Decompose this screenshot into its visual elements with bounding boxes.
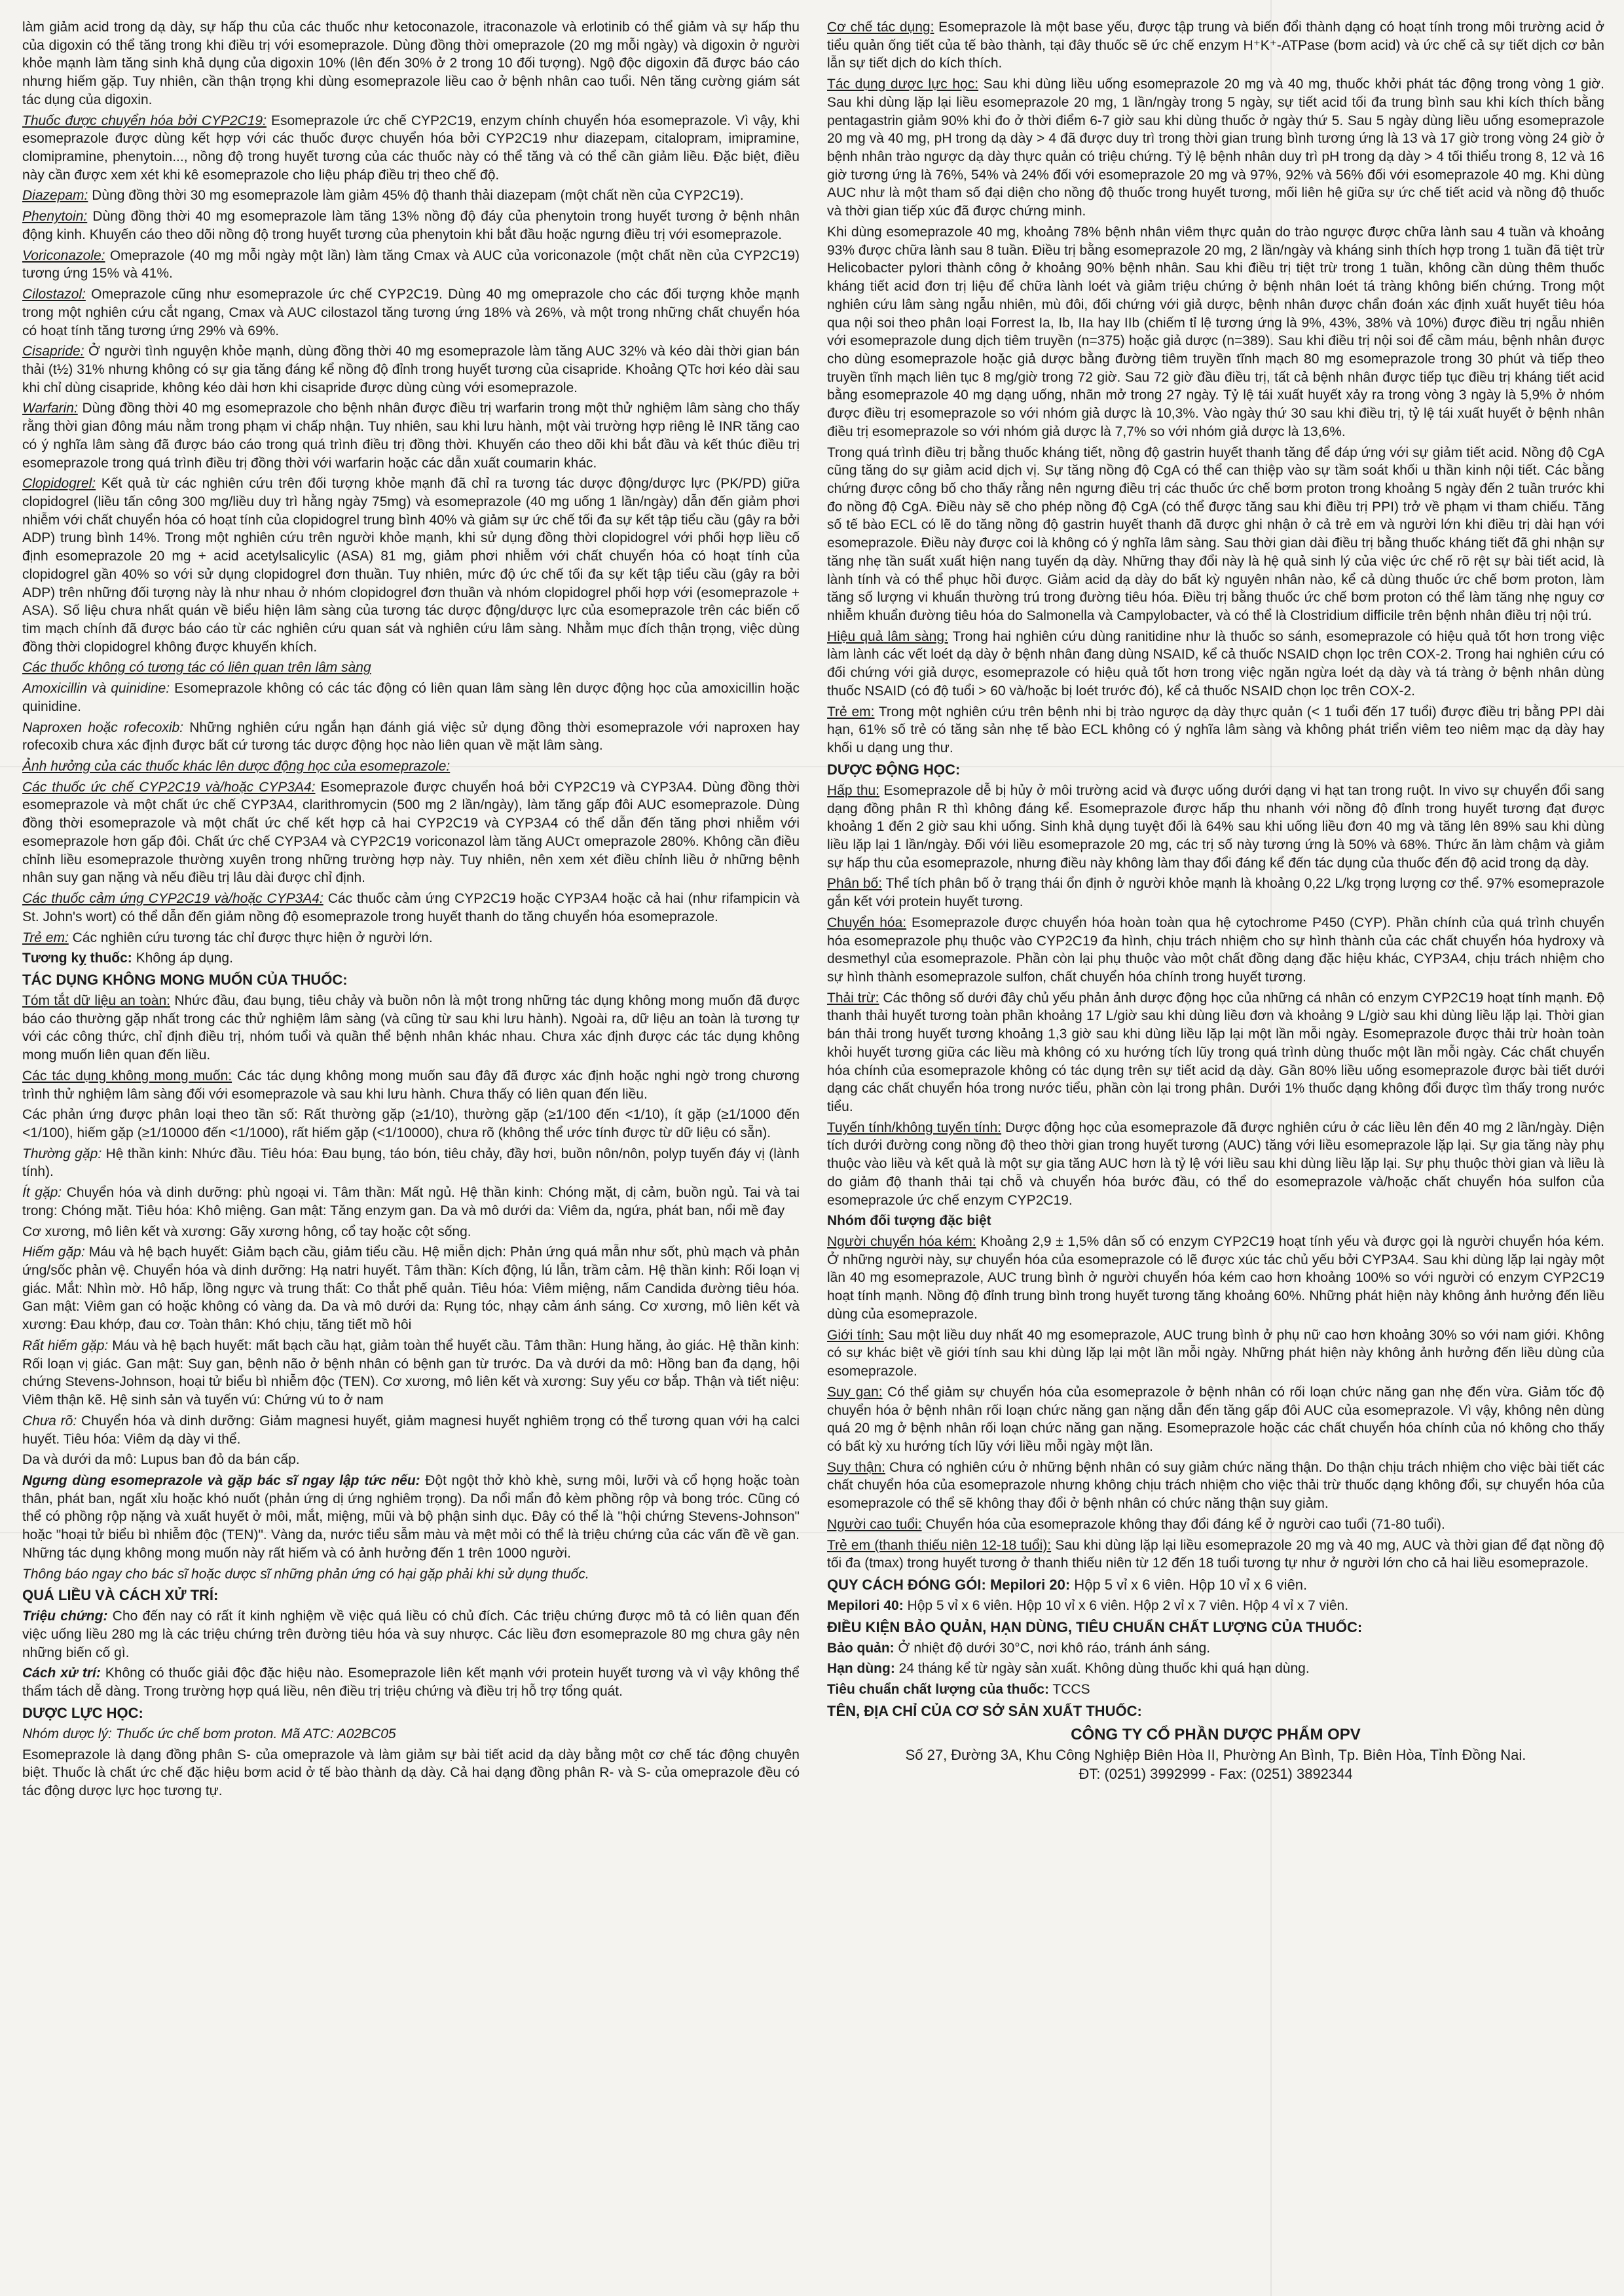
heading-text: DƯỢC ĐỘNG HỌC: xyxy=(827,761,961,778)
paragraph xyxy=(827,1119,1604,1210)
paragraph xyxy=(22,1145,800,1181)
paragraph-lead: Hiếm gặp: xyxy=(22,1245,85,1260)
fold-line xyxy=(0,766,1624,767)
paragraph xyxy=(22,208,800,244)
manufacturer-block xyxy=(827,1724,1604,1783)
paragraph-lead: Trẻ em (thanh thiếu niên 12-18 tuổi): xyxy=(827,1537,1052,1553)
paragraph xyxy=(22,1451,800,1469)
paragraph-lead: Suy thận: xyxy=(827,1459,885,1475)
paragraph-text: Các tác dụng không mong muốn sau đây đã được xác định hoặc nghi ngờ trong chương trình thử nghiệm lâm sàng đối với esomeprazole và sau khi lưu hành. Chưa thấy có liên quan đến liều. xyxy=(22,1068,800,1102)
paragraph-text: Nhức đầu, đau bụng, tiêu chảy và buồn nôn là một trong những tác dụng không mong muốn đã được báo cáo thường gặp nhất trong các thử nghiệm lâm sàng (và cũng từ sau khi lưu hành). Ngoài ra, dữ liệu an toàn là tương tự với các công thức, chỉ định điều trị, nhóm tuổi và quần thể bệnh nhân khác nhau. Chưa xác định được các tác dụng không mong muốn liên quan đến liều. xyxy=(22,993,800,1063)
paragraph xyxy=(827,223,1604,441)
paragraph-lead: Phân bố: xyxy=(827,876,883,892)
paragraph-text: Sau khi dùng lặp lại liều esomeprazole 20 mg và 40 mg, AUC và thời gian để đạt nồng độ tối đa (tmax) trong huyết tương ở thanh thiếu niên từ 12 đến 18 tuổi tương tự như ở người lớn cho cả hai liều esomeprazole. xyxy=(827,1537,1604,1571)
paragraph xyxy=(22,475,800,656)
paragraph xyxy=(22,399,800,472)
paragraph-lead: Người cao tuổi: xyxy=(827,1516,922,1532)
paragraph xyxy=(22,342,800,397)
paragraph-text: 24 tháng kể từ ngày sản xuất. Không dùng thuốc khi quá hạn dùng. xyxy=(895,1661,1310,1677)
paragraph xyxy=(22,1106,800,1142)
company-address: Số 27, Đường 3A, Khu Công Nghiệp Biên Hòa II, Phường An Bình, Tp. Biên Hòa, Tỉnh Đồng Nai. xyxy=(905,1746,1526,1763)
paragraph-text: Hộp 5 vỉ x 6 viên. Hộp 10 vỉ x 6 viên. Hộp 2 vỉ x 7 viên. Hộp 4 vỉ x 7 viên. xyxy=(903,1598,1349,1613)
paragraph xyxy=(22,680,800,716)
paragraph-lead: Thường gặp: xyxy=(22,1146,102,1161)
paragraph-text: Dùng đồng thời 30 mg esomeprazole làm giảm 45% độ thanh thải diazepam (một chất nền của CYP2C19). xyxy=(88,188,744,204)
paragraph-lead: Nhóm đối tượng đặc biệt xyxy=(827,1213,991,1229)
paragraph-lead: Suy gan: xyxy=(827,1384,883,1400)
paragraph xyxy=(22,1067,800,1103)
heading-text: ĐIỀU KIỆN BẢO QUẢN, HẠN DÙNG, TIÊU CHUẨN CHẤT LƯỢNG CỦA THUỐC: xyxy=(827,1618,1363,1635)
paragraph-text: Omeprazole cũng như esomeprazole ức chế CYP2C19. Dùng 40 mg omeprazole cho các đối tượng khỏe mạnh trong một nghiên cứu cắt ngang, Cmax và AUC cilostazol tăng tương ứng 18% và 26%, và một trong những chất chuyển hóa có hoạt tính tăng tương ứng 29% và 69%. xyxy=(22,287,800,338)
paragraph xyxy=(22,778,800,887)
paragraph xyxy=(827,782,1604,873)
paragraph xyxy=(827,989,1604,1116)
paragraph-lead: Tiêu chuẩn chất lượng của thuốc: xyxy=(827,1682,1049,1698)
paragraph xyxy=(22,247,800,283)
paragraph-lead: Voriconazole: xyxy=(22,247,105,263)
heading-text: QUY CÁCH ĐÓNG GÓI: Mepilori 20: xyxy=(827,1576,1071,1593)
paragraph xyxy=(22,719,800,755)
section-heading xyxy=(827,1618,1604,1637)
paragraph-text: Esomeprazole ức chế CYP2C19, enzym chính chuyển hóa esomeprazole. Vì vậy, khi esomeprazole được dùng kết hợp với các thuốc được chuyển hóa bởi CYP2C19 như diazepam, citalopram, imipramine, clomipramine, phenytoin..., nồng độ trong huyết tương của các thuốc này có thể tăng và có thể cần giảm liều. Đặc biệt, điều này cần được xem xét khi kê esomeprazole cho liệu pháp điều trị theo chế độ. xyxy=(22,113,800,183)
paragraph-text: Trong một nghiên cứu trên bệnh nhi bị trào ngược dạ dày thực quản (< 1 tuổi đến 17 tuổi) được điều trị bằng PPI dài hạn, 61% số trẻ có tăng sản nhẹ tế bào ECL không có ý nghĩa lâm sàng và không phát triển viêm teo niêm mạc dạ dày hay khối u dạng ung thư. xyxy=(827,704,1604,756)
sub-heading-text: Ảnh hưởng của các thuốc khác lên dược động học của esomeprazole: xyxy=(22,759,451,774)
paragraph-text: Esomeprazole không có các tác động có liên quan lâm sàng lên dược động học của amoxicillin hoặc quinidine. xyxy=(22,681,800,714)
paragraph-text: Kết quả từ các nghiên cứu trên đối tượng khỏe mạnh đã chỉ ra tương tác dược động/dược lực (PK/PD) giữa clopidogrel (liều tấn công 300 mg/liều duy trì hằng ngày 75mg) và esomeprazole (40 mg uống 1 lần/ngày) dẫn đến giảm phơi nhiễm với chất chuyển hóa có hoạt tính của clopidogrel trung bình 40% và giảm sự ức chế tối đa sự kết tập tiểu cầu (gây ra bởi ADP) trung bình 14%. Trong một nghiên cứu trên người khỏe mạnh, khi sử dụng đồng thời clopidogrel với phối hợp liều cố định esomeprazole 20 mg + acid acetylsalicylic (ASA) 81 mg, giảm phơi nhiễm với chất chuyển hóa có hoạt tính của clopidogrel gần 40% so với sử dụng clopidogrel đơn thuần. Tuy nhiên, mức độ ức chế tối đa sự kết tập tiểu cầu (gây ra bởi ADP) trên những đối tượng này là như nhau ở nhóm clopidogrel đơn thuần và nhóm clopidogrel phối hợp với (esomeprazole + ASA). Số liệu chưa nhất quán về biểu hiện lâm sàng của tương tác dược động/dược lực của esomeprazole trên các biến cố tim mạch chính đã được báo cáo từ các nghiên cứu quan sát và nghiên cứu lâm sàng. Nhằm mục đích thận trọng, việc dùng đồng thời clopidogrel không được khuyến khích. xyxy=(22,476,800,655)
paragraph xyxy=(827,1639,1604,1658)
paragraph xyxy=(22,285,800,340)
paragraph xyxy=(22,1607,800,1662)
paragraph xyxy=(827,444,1604,625)
paragraph xyxy=(827,914,1604,987)
paragraph-text: Ở người tình nguyện khỏe mạnh, dùng đồng thời 40 mg esomeprazole làm tăng AUC 32% và kéo dài thời gian bán thải (t½) 31% nhưng không có sự gia tăng đáng kể nồng độ đỉnh trong huyết tương của cisapride. Khoảng QTc hơi kéo dài sau khi chỉ dùng cisapride, không kéo dài hơn khi cisapride được dùng cùng với esomeprazole. xyxy=(22,344,800,395)
paragraph xyxy=(827,1233,1604,1324)
italic-note xyxy=(22,1565,800,1584)
paragraph xyxy=(827,1212,1604,1230)
paragraph-text: Không có thuốc giải độc đặc hiệu nào. Esomeprazole liên kết mạnh với protein huyết tương và vì vậy không thể thẩm tách dễ dàng. Trong trường hợp quá liều, nên điều trị triệu chứng và điều trị hỗ trợ tổng quát. xyxy=(22,1666,800,1700)
paragraph-text: Cơ xương, mô liên kết và xương: Gãy xương hông, cổ tay hoặc cột sống. xyxy=(22,1224,471,1239)
paragraph-text: Omeprazole (40 mg mỗi ngày một lần) làm tăng Cmax và AUC của voriconazole (một chất nền của CYP2C19) tương ứng 15% và 41%. xyxy=(22,247,800,282)
paragraph-lead: Trẻ em: xyxy=(827,704,875,720)
left-column xyxy=(22,18,800,2283)
paragraph-text: Khi dùng esomeprazole 40 mg, khoảng 78% bệnh nhân viêm thực quản do trào ngược được chữa lành sau 4 tuần và khoảng 93% được chữa lành sau 8 tuần. Điều trị bằng esomeprazole 20 mg, 2 lần/ngày và kháng sinh thích hợp trong 1 tuần đã tiệt trừ Helicobacter pylori thành công ở khoảng 90% bệnh nhân. Sau khi điều trị tiệt trừ trong 1 tuần, không cần dùng thêm thuốc kháng tiết acid đơn trị liệu để chữa lành loét và giảm triệu chứng ở bệnh nhân loét tá tràng không biến chứng. Trong một nghiên cứu lâm sàng ngẫu nhiên, mù đôi, đối chứng với giả dược, bệnh nhân được chẩn đoán xác định xuất huyết tiêu hóa qua nội soi theo phân loại Forrest Ia, Ib, IIa hay IIb (chiếm tỉ lệ tương ứng là 9%, 43%, 38% và 10%) được điều trị ngẫu nhiên với esomeprazole dung dịch tiêm truyền (n=375) hoặc giả dược (n=389). Sau khi điều trị nội soi để cầm máu, bệnh nhân được cho dùng esomeprazole hoặc giả dược bằng đường tiêm truyền tĩnh mạch 80 mg esomeprazole trong 30 phút và tiếp theo truyền tĩnh mạch liên tục 8 mg/giờ trong 72 giờ. Sau 72 giờ đầu điều trị, tất cả bệnh nhân được tiếp tục điều trị kháng tiết acid bằng esomeprazole 40 mg dạng uống, nhãn mở trong 27 ngày. Tỷ lệ tái xuất huyết xảy ra trong vòng 3 ngày là 5,9% ở nhóm được điều trị esomeprazole so với nhóm giả dược là 10,3%. Vào ngày thứ 30 sau khi điều trị, tỷ lệ tái xuất huyết ở bệnh nhân điều trị esomeprazole so với nhóm giả dược là 7,7% so với nhóm giả dược là 13,6%. xyxy=(827,224,1604,439)
paragraph-lead: Các tác dụng không mong muốn: xyxy=(22,1068,232,1084)
section-heading xyxy=(827,760,1604,779)
paragraph-text: Dùng đồng thời 40 mg esomeprazole cho bệnh nhân được điều trị warfarin trong một thử nghiệm lâm sàng cho thấy rằng thời gian đông máu nằm trong phạm vi chấp nhận. Tuy nhiên, sau khi lưu hành, một vài trường hợp riêng lẻ INR tăng cao có ý nghĩa lâm sàng đã được báo cáo trong quá trình điều trị đồng thời. Khuyến cáo theo dõi khi bắt đầu và kết thúc điều trị esomeprazole trong quá trình điều trị đồng thời với warfarin hoặc các dẫn xuất coumarin khác. xyxy=(22,401,800,471)
paragraph xyxy=(22,929,800,947)
paragraph-text: Các phản ứng được phân loại theo tần số: Rất thường gặp (≥1/10), thường gặp (≥1/100 đến <1/10), ít gặp (≥1/1000 đến <1/100), hiếm gặp (≥1/10000 đến <1/1000), rất hiếm gặp (<1/10000), chưa rõ (không thể ước tính được từ dữ liệu có sẵn). xyxy=(22,1107,800,1140)
paragraph-lead: Chưa rõ: xyxy=(22,1413,77,1429)
paragraph xyxy=(22,1223,800,1241)
sub-heading xyxy=(22,659,800,677)
heading-text: QUÁ LIỀU VÀ CÁCH XỬ TRÍ: xyxy=(22,1587,219,1604)
paragraph xyxy=(827,1326,1604,1381)
paragraph-text: Các thuốc cảm ứng CYP2C19 hoặc CYP3A4 hoặc cả hai (như rifampicin và St. John's wort) có thể dẫn đến giảm nồng độ esomeprazole trong huyết thanh do tăng chuyển hóa esomeprazole. xyxy=(22,891,800,924)
note-text: Nhóm dược lý: Thuốc ức chế bơm proton. Mã ATC: A02BC05 xyxy=(22,1726,396,1741)
paragraph-text: TCCS xyxy=(1048,1682,1090,1698)
paragraph xyxy=(827,703,1604,757)
section-heading xyxy=(827,1575,1604,1594)
paragraph-lead: Amoxicillin và quinidine: xyxy=(22,681,170,697)
paragraph-lead: Cilostazol: xyxy=(22,287,86,302)
heading-tail: Hộp 5 vỉ x 6 viên. Hộp 10 vỉ x 6 viên. xyxy=(1070,1576,1308,1593)
heading-text: TÊN, ĐỊA CHỈ CỦA CƠ SỞ SẢN XUẤT THUỐC: xyxy=(827,1702,1142,1719)
paragraph-lead: Clopidogrel: xyxy=(22,476,96,492)
paragraph xyxy=(827,1537,1604,1573)
paragraph-text: Chuyển hóa và dinh dưỡng: Giảm magnesi huyết, giảm magnesi huyết nghiêm trọng có thể tương quan với hạ calci huyết. Tiêu hóa: Viêm dạ dày vi thể. xyxy=(22,1413,800,1447)
paragraph xyxy=(22,1664,800,1700)
paragraph-text: Máu và hệ bạch huyết: Giảm bạch cầu, giảm tiểu cầu. Hệ miễn dịch: Phản ứng quá mẫn như sốt, phù mạch và phản ứng/sốc phản vệ. Chuyển hóa và dinh dưỡng: Hạ natri huyết. Tâm thần: Kích động, lú lẫn, trầm cảm. Hệ thần kinh: Rối loạn vị giác. Mắt: Nhìn mờ. Hô hấp, lồng ngực và trung thất: Co thắt phế quản. Tiêu hóa: Viêm miệng, nấm Candida đường tiêu hóa. Gan mật: Viêm gan có hoặc không có vàng da. Da và mô dưới da: Rụng tóc, nhạy cảm ánh sáng. Cơ xương, mô liên kết và xương: Đau khớp, đau cơ. Toàn thân: Khó chịu, tăng tiết mồ hôi xyxy=(22,1245,800,1333)
section-heading xyxy=(22,970,800,989)
note-text: Thông báo ngay cho bác sĩ hoặc dược sĩ những phản ứng có hại gặp phải khi sử dụng thuốc. xyxy=(22,1566,589,1582)
paragraph-text: Sau khi dùng liều uống esomeprazole 20 mg và 40 mg, thuốc khởi phát tác động trong vòng 1 giờ. Sau khi dùng lặp lại liều esomeprazole 20 mg, 1 lần/ngày trong 5 ngày, sự tiết acid tối đa trung bình sau khi kích thích bằng pentagastrin giảm 90% khi đo ở thời điểm 6-7 giờ sau khi dùng thuốc ở ngày thứ 5. Sau 5 ngày dùng liều uống esomeprazole 20 mg và 40 mg, pH trong dạ dày > 4 đã được duy trì trong thời gian trung bình tương ứng là 13 và 17 giờ trong vòng 24 giờ ở bệnh nhân trào ngược dạ dày thực quản có triệu chứng. Tỷ lệ bệnh nhân duy trì pH trong dạ dày > 4 tối thiểu trong 8, 12 và 16 giờ tương ứng là 76%, 54% và 24% đối với esomeprazole 20 mg và 97%, 92% và 56% đối với esomeprazole 40 mg. Khi dùng AUC như là một tham số đại diện cho nồng độ thuốc trong huyết tương, mối liên hệ giữa sự ức chế tiết acid và nồng độ thuốc và thời gian tiếp xúc đã được chứng minh. xyxy=(827,77,1604,219)
paragraph-lead: Các thuốc ức chế CYP2C19 và/hoặc CYP3A4: xyxy=(22,779,316,795)
paragraph xyxy=(22,949,800,968)
paragraph-lead: Mepilori 40: xyxy=(827,1598,904,1613)
paragraph-lead: Hấp thu: xyxy=(827,782,880,798)
paragraph-text: Esomeprazole là dạng đồng phân S- của omeprazole và làm giảm sự bài tiết acid dạ dày bằng một cơ chế tác động chuyên biệt. Thuốc là chất ức chế đặc hiệu bơm acid ở tế bào thành dạ dày. Cả hai dạng đồng phân R- và S- của omeprazole đều có tác động dược lực học tương tự. xyxy=(22,1747,800,1799)
paragraph-text: Esomeprazole dễ bị hủy ở môi trường acid và được uống dưới dạng vi hạt tan trong ruột. In vivo sự chuyển đổi sang dạng đồng phân R thì không đáng kể. Esomeprazole được hấp thu nhanh với nồng độ đỉnh trong huyết tương đạt được khoảng 1 đến 2 giờ sau khi uống. Sinh khả dụng tuyệt đối là 64% sau khi uống liều đơn 40 mg và tăng lên 89% sau khi dùng liều lặp lại 1 lần/ngày. Đối với liều esomeprazole 20 mg, các trị số này tương ứng là 50% và 68%. Thức ăn làm chậm và giảm sự hấp thu của esomeprazole, nhưng điều này không làm thay đổi đáng kể đến tác dụng của thuốc đến độ acid trong dạ dày. xyxy=(827,782,1604,871)
paragraph-text: Các nghiên cứu tương tác chỉ được thực hiện ở người lớn. xyxy=(68,930,433,945)
right-column xyxy=(827,18,1604,2283)
paragraph xyxy=(22,1472,800,1563)
paragraph-text: Dược động học của esomeprazole đã được nghiên cứu ở các liều lên đến 40 mg 2 lần/ngày. Diện tích dưới đường cong nồng độ theo thời gian trong huyết tương (AUC) tăng với liều esomeprazole lặp lại. Sự gia tăng này phụ thuộc vào liều và kết quả là một sự gia tăng AUC hơn là tỷ lệ với liều sau khi dùng liều lặp lại. Sự phụ thuộc thời gian và liều là do giảm độ thanh thải tại chỗ và chuyển hóa bước đầu, có thể do esomeprazole và/hoặc chất chuyển hóa sulfon của esomeprazole ức chế enzym CYP2C19. xyxy=(827,1120,1604,1208)
paragraph-text: Esomeprazole được chuyển hóa hoàn toàn qua hệ cytochrome P450 (CYP). Phần chính của quá trình chuyển hóa esomeprazole phụ thuộc vào CYP2C19 đa hình, chịu trách nhiệm cho sự hình thành của các chất chuyển hóa hydroxy và desmethyl của esomeprazole. Phần còn lại phụ thuộc vào một chất đồng dạng đặc hiệu khác, CYP3A4, chịu trách nhiệm cho sự hình thành esomeprazole sulfon, chất chuyển hóa chính trong huyết tương. xyxy=(827,915,1604,985)
paragraph-text: Da và dưới da mô: Lupus ban đỏ da bán cấp. xyxy=(22,1452,300,1468)
section-heading xyxy=(22,1704,800,1722)
paragraph-text: Chuyển hóa của esomeprazole không thay đổi đáng kể ở người cao tuổi (71-80 tuổi). xyxy=(921,1516,1445,1532)
paragraph-text: Dùng đồng thời 40 mg esomeprazole làm tăng 13% nồng độ đáy của phenytoin trong huyết tương ở bệnh nhân động kinh. Khuyến cáo theo dõi nồng độ trong huyết tương của phenytoin khi bắt đầu hoặc ngưng điều trị với esomeprazole. xyxy=(22,209,800,242)
paragraph-text: Thể tích phân bố ở trạng thái ổn định ở người khỏe mạnh là khoảng 0,22 L/kg trọng lượng cơ thể. 97% esomeprazole gắn kết với protein huyết tương. xyxy=(827,876,1604,910)
paragraph-lead: Triệu chứng: xyxy=(22,1609,108,1624)
paragraph-text: Esomeprazole được chuyển hoá bởi CYP2C19 và CYP3A4. Dùng đồng thời esomeprazole và một chất ức chế CYP3A4, clarithromycin (500 mg 2 lần/ngày), làm tăng gấp đôi AUC esomeprazole. Dùng đồng thời esomeprazole và một chất ức chế kết hợp cả hai CYP2C19 và CYP3A4 có thể dẫn đến tăng phơi nhiễm với esomeprazole hơn gấp đôi. Chất ức chế CYP3A4 và CYP2C19 voriconazol làm tăng AUCτ omeprazole 280%. Không cần điều chỉnh liều esomeprazole thường xuyên trong những trường hợp này. Tuy nhiên, nên xem xét điều chỉnh liều ở những bệnh nhân suy gan nặng và nếu điều trị lâu dài được chỉ định. xyxy=(22,779,800,886)
paragraph-lead: Hiệu quả lâm sàng: xyxy=(827,629,948,644)
paragraph-text: Có thể giảm sự chuyển hóa của esomeprazole ở bệnh nhân có rối loạn chức năng gan nhẹ đến vừa. Giảm tốc độ chuyển hóa ở bệnh nhân rối loạn chức năng gan nặng dẫn đến tăng gấp đôi AUC của esomeprazole. Vì vậy, không nên dùng quá 20 mg ở bệnh nhân rối loạn chức năng gan nặng. Esomeprazole hoặc các chất chuyển hóa chính của nó không cho thấy có bất kỳ xu hướng tích lũy với liều mỗi ngày một lần. xyxy=(827,1384,1604,1454)
paragraph xyxy=(22,112,800,185)
paragraph-text: Esomeprazole là một base yếu, được tập trung và biến đổi thành dạng có hoạt tính trong môi trường acid ở tiểu quản ống tiết của tế bào thành, tại đây thuốc sẽ ức chế enzym H⁺K⁺-ATPase (bơm acid) và ức chế cả sự tiết dịch cơ bản lẫn sự tiết dịch do kích thích. xyxy=(827,20,1604,71)
paragraph xyxy=(22,1412,800,1448)
fold-line xyxy=(0,1532,1624,1533)
sub-heading-text: Các thuốc không có tương tác có liên quan trên lâm sàng xyxy=(22,660,371,676)
paragraph-text: Chuyển hóa và dinh dưỡng: phù ngoại vi. Tâm thần: Mất ngủ. Hệ thần kinh: Chóng mặt, dị cảm, buồn ngủ. Tai và tai trong: Chóng mặt. Tiêu hóa: Khô miệng. Gan mật: Tăng enzym gan. Da và mô dưới da: Viêm da, ngứa, phát ban, nổi mề đay xyxy=(22,1185,800,1218)
heading-text: TÁC DỤNG KHÔNG MONG MUỐN CỦA THUỐC: xyxy=(22,971,348,988)
paragraph xyxy=(827,1383,1604,1456)
paragraph-text: Các thông số dưới đây chủ yếu phản ảnh dược động học của những cá nhân có enzym CYP2C19 hoạt tính mạnh. Độ thanh thải huyết tương toàn phần khoảng 17 L/giờ sau khi dùng liều đơn và khoảng 9 L/giờ sau khi dùng liều lặp lại. Thời gian bán thải trong huyết tương khoảng 1,3 giờ sau khi dùng liều lặp lại một lần mỗi ngày. Esomeprazole được thải trừ hoàn toàn khỏi huyết tương giữa các liều mà không có xu hướng tích lũy trong quá trình dùng thuốc một lần mỗi ngày. Các chất chuyển hóa chính của esomeprazole không có tác dụng trên sự tiết acid dạ dày. Gần 80% liều uống esomeprazole được bài tiết dưới dạng các chất chuyển hóa trong nước tiểu, phần còn lại trong phân. Dưới 1% thuốc dạng không đổi được tìm thấy trong nước tiểu. xyxy=(827,990,1604,1114)
paragraph-lead: Người chuyển hóa kém: xyxy=(827,1234,976,1250)
paragraph-text: Không áp dụng. xyxy=(132,951,233,966)
italic-note xyxy=(22,1725,800,1743)
paragraph-lead: Tuyến tính/không tuyến tính: xyxy=(827,1120,1002,1135)
paragraph xyxy=(827,18,1604,73)
paragraph-lead: Hạn dùng: xyxy=(827,1661,895,1677)
paragraph-lead: Bảo quản: xyxy=(827,1640,895,1656)
paragraph-lead: Các thuốc cảm ứng CYP2C19 và/hoặc CYP3A4: xyxy=(22,891,323,907)
paragraph-lead: Cơ chế tác dụng: xyxy=(827,20,934,35)
company-phone: ĐT: (0251) 3992999 - Fax: (0251) 3892344 xyxy=(1079,1765,1353,1782)
paragraph-lead: Cisapride: xyxy=(22,344,84,359)
paragraph-text: Chưa có nghiên cứu ở những bệnh nhân có suy giảm chức năng thận. Do thận chịu trách nhiệm cho việc bài tiết các chất chuyển hóa của esomeprazole nhưng không chịu trách nhiệm cho việc thải trừ thuốc dạng không đổi, sự chuyển hóa của esomeprazole có thể sẽ không thay đổi ở bệnh nhân có chức năng thận suy giảm. xyxy=(827,1459,1604,1512)
paragraph-text: Ở nhiệt độ dưới 30°C, nơi khô ráo, tránh ánh sáng. xyxy=(894,1640,1211,1656)
company-name: CÔNG TY CỔ PHẦN DƯỢC PHẨM OPV xyxy=(1071,1725,1361,1743)
paragraph-lead: Thuốc được chuyển hóa bởi CYP2C19: xyxy=(22,113,267,128)
paragraph xyxy=(827,1459,1604,1513)
paragraph xyxy=(22,1746,800,1800)
heading-text: DƯỢC LỰC HỌC: xyxy=(22,1704,143,1721)
paragraph-lead: Thải trừ: xyxy=(827,990,879,1006)
paragraph-lead: Trẻ em: xyxy=(22,930,69,945)
paragraph-lead: Phenytoin: xyxy=(22,209,88,225)
paragraph-lead: Tóm tắt dữ liệu an toàn: xyxy=(22,993,170,1008)
paragraph xyxy=(22,1184,800,1220)
paragraph xyxy=(827,875,1604,911)
paragraph-lead: Warfarin: xyxy=(22,401,78,416)
paragraph-lead: Cách xử trí: xyxy=(22,1666,101,1681)
paragraph-lead: Tác dụng dược lực học: xyxy=(827,77,979,92)
paragraph-lead: Chuyển hóa: xyxy=(827,915,907,930)
paragraph xyxy=(22,890,800,926)
paragraph xyxy=(827,1597,1604,1615)
paragraph-text: Đột ngột thở khò khè, sưng môi, lưỡi và cổ họng hoặc toàn thân, phát ban, ngất xỉu hoặc khó nuốt (phản ứng dị ứng nghiêm trọng). Da nổi mẩn đỏ kèm phồng rộp và bong tróc. Cũng có thể có phồng rộp nặng và xuất huyết ở môi, mắt, miệng, mũi và bộ phận sinh dục. Đây có thể là "hội chứng Stevens-Johnson" hoặc "hoại tử biểu bì nhiễm độc (TEN)". Vàng da, nước tiểu sẫm màu và mệt mỏi có thể là triệu chứng của các vấn đề về gan. Những tác dụng không mong muốn này rất hiếm và có ảnh hưởng đến 1 trên 1000 người. xyxy=(22,1472,800,1561)
paragraph xyxy=(22,992,800,1065)
paragraph xyxy=(827,1681,1604,1699)
fold-line xyxy=(1270,0,1272,2296)
paragraph-text: Trong hai nghiên cứu dùng ranitidine như là thuốc so sánh, esomeprazole có hiệu quả tốt hơn trong việc làm lành các vết loét dạ dày ở bệnh nhân đang dùng NSAID, kể cả thuốc NSAID chọn lọc trên COX-2. Trong hai nghiên cứu có đối chứng với giả dược, esomeprazole có hiệu quả tốt hơn trong việc ngăn ngừa loét dạ dày và tá tràng ở bệnh nhân dùng thuốc NSAID (có độ tuổi > 60 và/hoặc bị loét trước đó), kể cả thuốc NSAID chọn lọc trên COX-2. xyxy=(827,629,1604,699)
paragraph-text: Sau một liều duy nhất 40 mg esomeprazole, AUC trung bình ở phụ nữ cao hơn khoảng 30% so với nam giới. Không có sự khác biệt về giới tính sau khi dùng lặp lại một lần mỗi ngày. Những phát hiện này không ảnh hưởng đến liều dùng của esomeprazole. xyxy=(827,1327,1604,1379)
paragraph-text: Trong quá trình điều trị bằng thuốc kháng tiết, nồng độ gastrin huyết thanh tăng để đáp ứng với sự giảm tiết acid. Nồng độ CgA cũng tăng do sự giảm acid dịch vị. Sự tăng nồng độ CgA có thể can thiệp vào sự tầm soát khối u thần kinh nội tiết. Các bằng chứng được công bố cho thấy rằng nên ngưng điều trị các thuốc ức chế bơm proton trong khoảng 5 ngày đến 2 tuần trước khi đo nồng độ CgA. Điều này sẽ cho phép nồng độ CgA (có thể được tăng sau khi điều trị PPI) trở về phạm vi tham chiếu. Tăng số tế bào ECL có lẽ do tăng nồng độ gastrin huyết thanh đã được ghi nhận ở cả trẻ em và người lớn khi điều trị dài hạn với esomeprazole. Điều này được coi là không có ý nghĩa lâm sàng. Sau thời gian dài điều trị bằng thuốc kháng tiết đã ghi nhận sự tăng nhẹ tần suất xuất hiện nang tuyến dạ dày. Những thay đổi này là hệ quả sinh lý của việc ức chế rõ rệt sự bài tiết acid, là lành tính và có thể phục hồi được. Giảm acid dạ dày do bất kỳ nguyên nhân nào, kể cả dùng thuốc ức chế bơm proton, làm tăng số lượng vi khuẩn thường trú trong đường tiêu hóa. Điều trị bằng thuốc ức chế bơm proton có thể làm tăng nhẹ nguy cơ nhiễm khuẩn đường tiêu hóa do Salmonella và Campylobacter, và có thể là Clostridium difficile trên bệnh nhân điều trị nội trú. xyxy=(827,445,1604,623)
paragraph xyxy=(22,1243,800,1334)
paragraph-lead: Naproxen hoặc rofecoxib: xyxy=(22,720,184,735)
paragraph-text: Khoảng 2,9 ± 1,5% dân số có enzym CYP2C19 hoạt tính yếu và được gọi là người chuyển hóa kém. Ở những người này, sự chuyển hóa của esomeprazole có lẽ được xúc tác chủ yếu bởi CYP3A4. Sau khi dùng lặp lại ngày một lần 40 mg esomeprazole, AUC trung bình ở người chuyển hóa kém cao hơn khoảng 100% so với người có enzym CYP2C19 hoạt tính mạnh. Nồng độ đỉnh trung bình trong huyết tương tăng khoảng 60%. Những phát hiện này không ảnh hưởng đến liều dùng của esomeprazole. xyxy=(827,1234,1604,1322)
paragraph xyxy=(827,1660,1604,1678)
paragraph-lead: Rất hiếm gặp: xyxy=(22,1338,109,1353)
paragraph-text: Máu và hệ bạch huyết: mất bạch cầu hạt, giảm toàn thể huyết cầu. Tâm thần: Hung hăng, ảo giác. Hệ thần kinh: Rối loạn vị giác. Gan mật: Suy gan, bệnh não ở bệnh nhân có bệnh gan từ trước. Da và dưới da mô: Hồng ban đa dạng, hội chứng Stevens-Johnson, hoại tử biểu bì nhiễm độc (TEN). Cơ xương, mô liên kết và xương: Suy yếu cơ bắp. Thận và tiết niệu: Viêm thận kẽ. Hệ sinh sản và tuyến vú: Chứng vú to ở nam xyxy=(22,1338,800,1408)
paragraph xyxy=(827,75,1604,221)
paragraph xyxy=(827,1516,1604,1534)
paragraph-lead: Diazepam: xyxy=(22,188,88,204)
paragraph-text: Cho đến nay có rất ít kinh nghiệm về việc quá liều có chủ đích. Các triệu chứng được mô tả có liên quan đến việc uống liều 280 mg là các triệu chứng trên đường tiêu hóa và suy nhược. Các liều đơn esomeprazole 80 mg chưa gây nên những biến cố gì. xyxy=(22,1609,800,1660)
paragraph-text: Những nghiên cứu ngắn hạn đánh giá việc sử dụng đồng thời esomeprazole với naproxen hay rofecoxib chưa xác định được bất cứ tương tác dược động học nào liên quan về mặt lâm sàng. xyxy=(22,720,800,754)
paragraph-lead: Ít gặp: xyxy=(22,1185,62,1201)
section-heading xyxy=(22,1586,800,1605)
paragraph xyxy=(827,628,1604,701)
paragraph-lead: Ngưng dùng esomeprazole và gặp bác sĩ ngay lập tức nếu: xyxy=(22,1472,420,1488)
paragraph-text: Hệ thần kinh: Nhức đầu. Tiêu hóa: Đau bụng, táo bón, tiêu chảy, đầy hơi, buồn nôn/nôn, polyp tuyến đáy vị (lành tính). xyxy=(22,1146,800,1180)
paragraph-text: làm giảm acid trong dạ dày, sự hấp thu của các thuốc như ketoconazole, itraconazole và erlotinib có thể giảm và sự hấp thu của digoxin có thể tăng trong khi điều trị với esomeprazole. Dùng đồng thời omeprazole (20 mg mỗi ngày) và digoxin ở người khỏe mạnh làm tăng sinh khả dụng của digoxin 10% (lên đến 30% ở 2 trong 10 đối tượng). Ngộ độc digoxin đã được báo cáo nhưng hiếm gặp. Tuy nhiên, cần thận trọng khi dùng esomeprazole liều cao ở bệnh nhân cao tuổi. Nên tăng cường giám sát tác dụng của digoxin. xyxy=(22,20,800,107)
paragraph-lead: Tương kỵ thuốc: xyxy=(22,951,132,966)
paragraph xyxy=(22,18,800,109)
paragraph-lead: Giới tính: xyxy=(827,1327,884,1343)
section-heading xyxy=(827,1702,1604,1721)
paragraph xyxy=(22,1337,800,1410)
paragraph xyxy=(22,187,800,205)
